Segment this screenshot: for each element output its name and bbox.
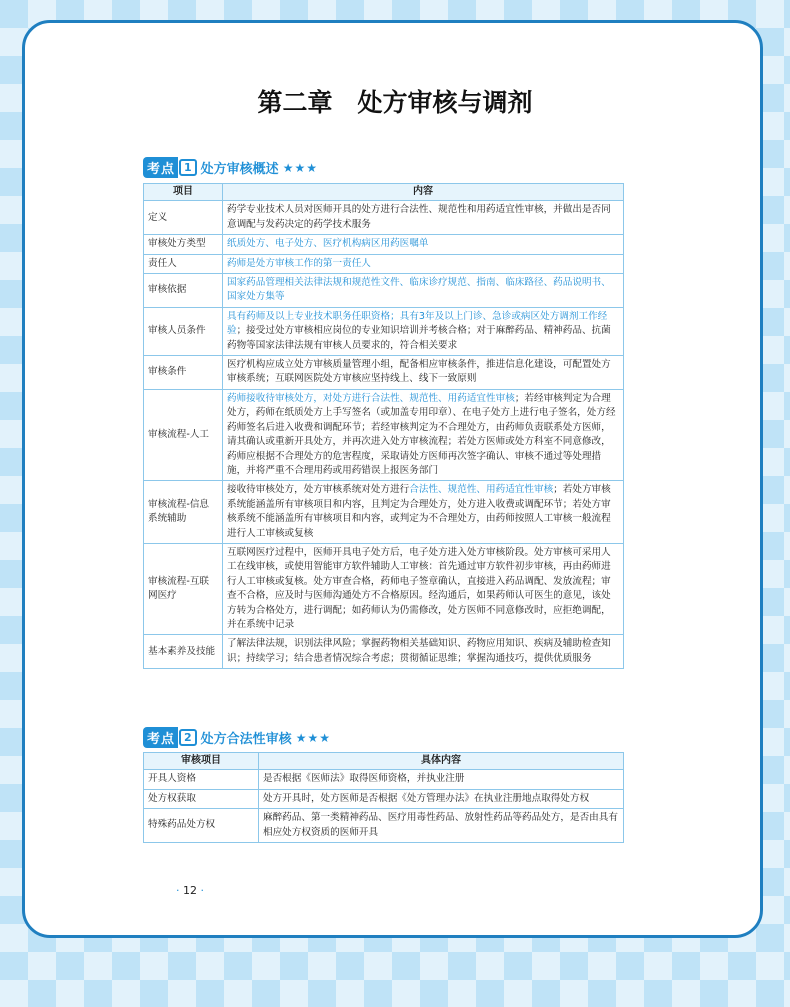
highlighted-text: 纸质处方、电子处方、医疗机构病区用药医嘱单	[227, 238, 429, 250]
section-number: 1	[179, 159, 197, 176]
section-title: 处方合法性审核	[200, 732, 292, 747]
table-row	[144, 635, 624, 669]
table-body	[144, 770, 624, 843]
row-content	[223, 274, 624, 308]
content-text: ；若处方审核系统能涵盖所有审核项目和内容，且判定为合理处方，处方进入收费或调配环节；若处方审核系统不能涵盖所有审核项目和内容，或判定为不合理处方，由药师按照人工审核一般流程进行人工审核或复核	[227, 484, 611, 539]
row-content	[223, 356, 624, 390]
row-content	[223, 307, 624, 355]
row-label: 开具人资格	[144, 770, 259, 789]
row-label: 责任人	[144, 254, 223, 273]
row-label: 处方权获取	[144, 789, 259, 808]
row-label: 基本素养及技能	[144, 635, 223, 669]
section-prefix: 考点	[143, 157, 178, 178]
content-text: 互联网医疗过程中，医师开具电子处方后，电子处方进入处方审核阶段。处方审核可采用人工在线审核，或使用智能审方软件辅助人工审核：首先通过审方软件初步审核，再由药师进行人工审核或复核。处方审查合格，药师电子签章确认，直接进入药品调配、发放流程；审查不合格，应及时与医师沟通处方不合格原因。经沟通后，如果药师认可医生的意见，该处方转为合格处方，进行调配；如药师认为仍需修改，处方医师不同意修改时，应拒绝调配，并在系统中记录	[227, 546, 611, 630]
column-header: 审核项目	[144, 753, 259, 770]
content-text: 麻醉药品、第一类精神药品、医疗用毒性药品、放射性药品等药品处方，是否由具有相应处方权资质的医师开具	[263, 812, 618, 838]
row-label: 定义	[144, 201, 223, 235]
row-content	[223, 543, 624, 634]
table-row	[144, 235, 624, 254]
table-body	[144, 201, 624, 669]
highlighted-text: 药师接收待审核处方，对处方进行合法性、规范性、用药适宜性审核	[227, 392, 515, 404]
highlighted-text: 具有药师及以上专业技术职务任职资格；具有3年及以上门诊、急诊或病区处方调剂工作经验	[227, 310, 608, 337]
row-label: 审核流程-信息系统辅助	[144, 481, 223, 544]
content-text: 处方开具时，处方医师是否根据《处方管理办法》在执业注册地点取得处方权	[263, 792, 590, 804]
table-row	[144, 356, 624, 390]
row-content	[259, 770, 624, 789]
content-text: ；若经审核判定为合理处方，药师在纸质处方上手写签名（或加盖专用印章）、在电子处方上进行电子签名，处方经药师签名后进入收费和调配环节；若经审核判定为不合理处方，由药师负责联系处方医师，请其确认或重新开具处方，并再次进入处方审核流程；若处方医师或处方科室不同意修改，药师应根据不合理处方的危害程度，采取请处方医师再次签字确认、审核不通过等处理措施，并将严重不合理用药或用药错误上报医务部门	[227, 392, 616, 476]
row-content	[223, 235, 624, 254]
row-content	[223, 635, 624, 669]
table-row	[144, 789, 624, 808]
section-2-heading	[143, 727, 331, 748]
table-legality-review	[143, 752, 624, 843]
column-header: 项目	[144, 184, 223, 201]
column-header: 具体内容	[259, 753, 624, 770]
content-text: 是否根据《医师法》取得医师资格，并执业注册	[263, 773, 465, 785]
content-text: 药学专业技术人员对医师开具的处方进行合法性、规范性和用药适宜性审核，并做出是否同意调配与发药决定的药学技术服务	[227, 204, 611, 230]
row-content	[259, 789, 624, 808]
content-text: 接收待审核处方，处方审核系统对处方进行	[227, 484, 410, 496]
table-header-row	[144, 753, 624, 770]
row-content	[259, 809, 624, 843]
table-row	[144, 254, 624, 273]
table-row	[144, 274, 624, 308]
table-row	[144, 809, 624, 843]
table-row	[144, 201, 624, 235]
section-title: 处方审核概述	[200, 162, 279, 177]
row-label: 审核条件	[144, 356, 223, 390]
content-text: 医疗机构应成立处方审核质量管理小组，配备相应审核条件，推进信息化建设，可配置处方审核系统；互联网医院处方审核应坚持线上、线下一致原则	[227, 359, 611, 385]
highlighted-text: 药师是处方审核工作的第一责任人	[227, 257, 371, 269]
table-row	[144, 543, 624, 634]
row-label: 审核依据	[144, 274, 223, 308]
table-header-row	[144, 184, 624, 201]
row-label: 审核处方类型	[144, 235, 223, 254]
table-row	[144, 307, 624, 355]
table-row	[144, 481, 624, 544]
column-header: 内容	[223, 184, 624, 201]
row-content	[223, 201, 624, 235]
row-content	[223, 481, 624, 544]
table-row	[144, 389, 624, 480]
section-prefix: 考点	[143, 727, 178, 748]
star-rating-icon: ★★★	[295, 730, 331, 745]
content-text: 了解法律法规，识别法律风险；掌握药物相关基础知识、药物应用知识、疾病及辅助检查知识；持续学习；结合患者情况综合考虑；贯彻循证思维；掌握沟通技巧，提供优质服务	[227, 638, 611, 664]
row-content	[223, 254, 624, 273]
star-rating-icon: ★★★	[282, 160, 318, 175]
section-number: 2	[179, 729, 197, 746]
section-1-heading	[143, 157, 318, 178]
page-number-value: 12	[183, 884, 197, 897]
row-label: 特殊药品处方权	[144, 809, 259, 843]
content-text: ；接受过处方审核相应岗位的专业知识培训并考核合格；对于麻醉药品、精神药品、抗菌药物等国家法律法规有审核人员要求的，符合相关要求	[227, 325, 611, 351]
table-prescription-review-overview	[143, 183, 624, 669]
row-content	[223, 389, 624, 480]
table-row	[144, 770, 624, 789]
highlighted-text: 国家药品管理相关法律法规和规范性文件、临床诊疗规范、指南、临床路径、药品说明书、国家处方集等	[227, 277, 611, 303]
chapter-title: 第二章 处方审核与调剂	[257, 88, 533, 117]
highlighted-text: 合法性、规范性、用药适宜性审核	[409, 484, 554, 496]
row-label: 审核人员条件	[144, 307, 223, 355]
row-label: 审核流程-互联网医疗	[144, 543, 223, 634]
row-label: 审核流程-人工	[144, 389, 223, 480]
page-number: · 12 ·	[176, 884, 204, 897]
